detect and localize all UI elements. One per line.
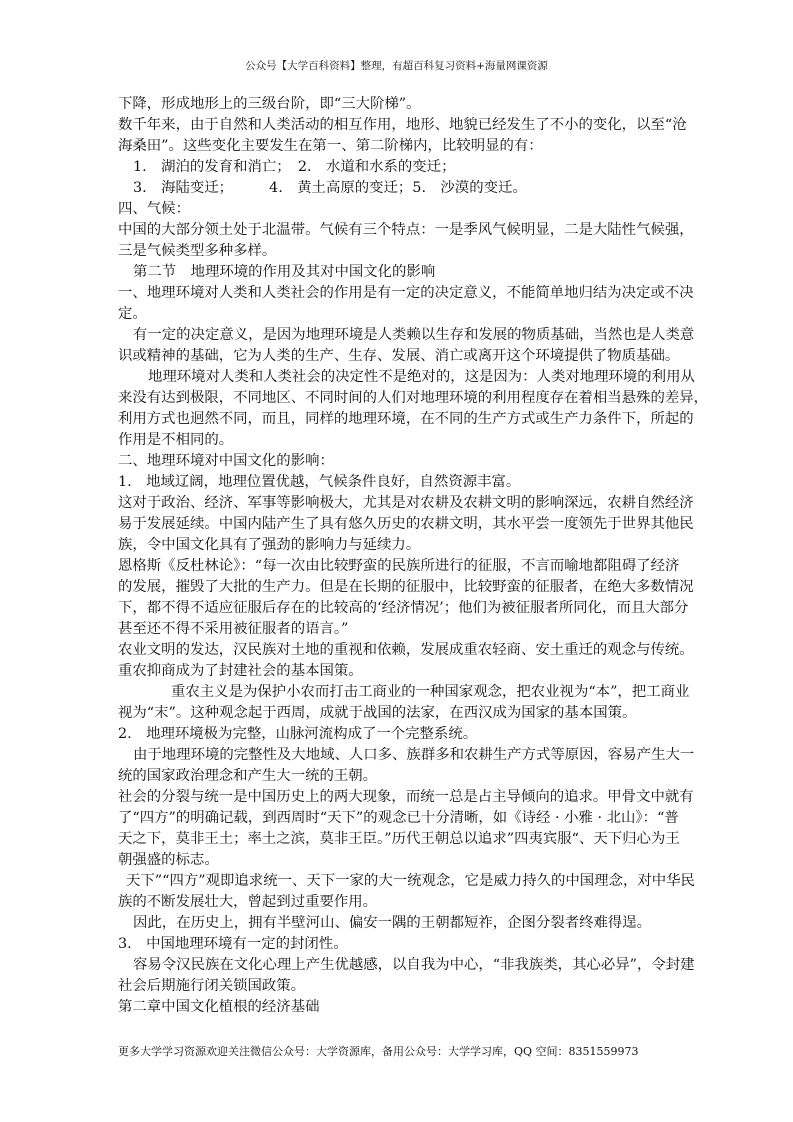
text-line: 定。 (118, 306, 147, 322)
text-line: 下，都不得不适应征服后存在的比较高的‘经济情况’；他们为被征服者所同化，而且大部分 (118, 600, 689, 616)
text-line: 了“四方”的明确记载，到西周时“天下”的观念已十分清晰，如《诗经 · 小雅 · 北山》：“普 (118, 810, 679, 826)
text-line: 地理环境对人类和人类社会的决定性不是绝对的，这是因为：人类对地理环境的利用从 (148, 369, 695, 385)
text-line: 有一定的决定意义，是因为地理环境是人类赖以生存和发展的物质基础，当然也是人类意 (133, 327, 695, 343)
section-heading: 二、地理环境对中国文化的影响： (118, 453, 334, 469)
text-line: 甚至还不得不采用被征服者的语言。” (118, 621, 349, 637)
list-item: 2. 地理环境极为完整，山脉河流构成了一个完整系统。 (118, 726, 478, 742)
text-line: 的发展，摧毁了大批的生产力。但是在长期的征服中，比较野蛮的征服者，在绝大多数情况 (118, 579, 694, 595)
text-line: 作用是不相同的。 (118, 432, 234, 448)
text-line: 族的不断发展壮大，曾起到过重要作用。 (118, 894, 378, 910)
section-heading: 第二节 地理环境的作用及其对中国文化的影响 (133, 264, 436, 280)
list-item: 3. 海陆变迁； 4. 黄土高原的变迁；5. 沙漠的变迁。 (133, 180, 527, 196)
text-line: 三是气候类型多种多样。 (118, 243, 277, 259)
text-line: 社会的分裂与统一是中国历史上的两大现象，而统一总是占主导倾向的追求。甲骨文中就有 (118, 789, 694, 805)
list-item: 1. 湖泊的发育和消亡； 2. 水道和水系的变迁； (133, 159, 456, 175)
text-line: 天之下，莫非王土；率土之滨，莫非王臣。”历代王朝总以追求”四夷宾服“、天下归心为王 (118, 831, 680, 847)
text-line: 社会后期施行闭关锁国政策。 (118, 978, 306, 994)
text-line: 这对于政治、经济、军事等影响极大，尤其是对农耕及农耕文明的影响深远，农耕自然经济 (118, 495, 694, 511)
text-line: 朝强盛的标志。 (118, 852, 219, 868)
text-line: 天下”“四方”观即追求统一、天下一家的大一统观念，它是威力持久的中国理念，对中华民 (126, 873, 695, 889)
section-heading: 四、气候： (118, 201, 190, 217)
page-header: 公众号【大学百科资料】整理，有超百科复习资料+海量网课资源 (245, 60, 548, 72)
text-line: 统的国家政治理念和产生大一统的王朝。 (118, 768, 378, 784)
text-line: 来没有达到极限，不同地区、不同时间的人们对地理环境的利用程度存在着相当悬殊的差异， (118, 390, 709, 406)
text-line: 易于发展延续。中国内陆产生了具有悠久历史的农耕文明，其水平尝一度领先于世界其他民 (118, 516, 694, 532)
text-line: 视为“末”。这种观念起于西周，成就于战国的法家，在西汉成为国家的基本国策。 (118, 705, 637, 721)
text-line: 下降，形成地形上的三级台阶，即“三大阶梯”。 (118, 96, 421, 112)
text-line: 数千年来，由于自然和人类活动的相互作用，地形、地貌已经发生了不小的变化，以至“沧 (118, 117, 687, 133)
text-line: 族，令中国文化具有了强劲的影响力与延续力。 (118, 537, 421, 553)
text-line: 中国的大部分领土处于北温带。气候有三个特点：一是季风气候明显，二是大陆性气候强， (118, 222, 694, 238)
text-line: 恩格斯《反杜林论》：“每一次由比较野蛮的民族所进行的征服，不言而喻地都阻碍了经济 (118, 558, 680, 574)
text-line: 农业文明的发达，汉民族对土地的重视和依赖，发展成重农轻商、安土重迁的观念与传统。 (118, 642, 694, 658)
list-item: 1. 地域辽阔，地理位置优越，气候条件良好，自然资源丰富。 (118, 474, 521, 490)
text-line: 利用方式也迥然不同，而且，同样的地理环境，在不同的生产方式或生产力条件下，所起的 (118, 411, 694, 427)
text-line: 重农主义是为保护小农而打击工商业的一种国家观念，把农业视为“本”，把工商业 (171, 684, 690, 700)
text-line: 由于地理环境的完整性及大地域、人口多、族群多和农耕生产方式等原因，容易产生大一 (133, 747, 695, 763)
text-line: 重农抑商成为了封建社会的基本国策。 (118, 663, 363, 679)
chapter-heading: 第二章中国文化植根的经济基础 (118, 999, 320, 1015)
text-line: 海桑田”。这些变化主要发生在第一、第二阶梯内，比较明显的有： (118, 138, 543, 154)
list-item: 3. 中国地理环境有一定的封闭性。 (118, 936, 348, 952)
text-line: 识或精神的基础，它为人类的生产、生存、发展、消亡或离开这个环境提供了物质基础。 (118, 348, 680, 364)
text-line: 容易令汉民族在文化心理上产生优越感，以自我为中心，“非我族类，其心必异”，令封建 (133, 957, 695, 973)
text-line: 因此，在历史上，拥有半壁河山、偏安一隅的王朝都短祚，企图分裂者终难得逞。 (133, 915, 652, 931)
page-footer: 更多大学学习资源欢迎关注微信公众号：大学资源库，备用公众号：大学学习库，QQ 空间：8351559973 (118, 1045, 639, 1058)
text-line: 一、地理环境对人类和人类社会的作用是有一定的决定意义，不能简单地归结为决定或不决 (118, 285, 694, 301)
document-body (118, 94, 709, 1018)
